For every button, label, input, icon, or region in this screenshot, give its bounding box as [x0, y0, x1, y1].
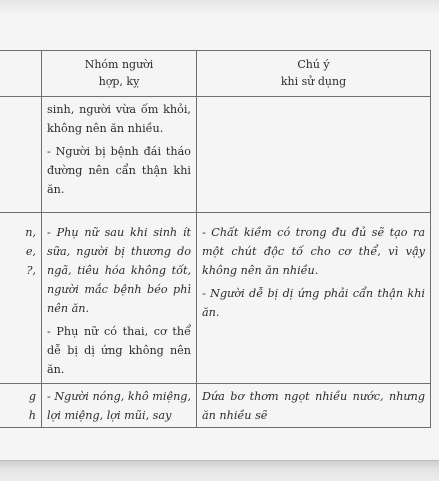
row1-group-text-1: sinh, người vừa ốm khỏi, không nên ăn nhiều. [47, 103, 191, 135]
row2-note-text-1: - Chất kiềm có trong đu đủ sẽ tạo ra một chút độc tố cho cơ thể, vì vậy không nên ăn nhiều. [202, 226, 425, 277]
row2-left-cell [0, 213, 42, 384]
row2-left-frag-1: n, [25, 226, 36, 239]
row3-group-text-1: - Người nóng, khô miệng, lợi miệng, lợi mũi, say [47, 390, 191, 422]
header-group-line-1: Nhóm người [84, 58, 154, 71]
table-header-row [0, 51, 431, 97]
row2-group-cell [42, 213, 197, 384]
row3-note-cell [197, 384, 431, 428]
row2-left-frag-2: e, [25, 245, 36, 258]
row3-left-frag-1: g [28, 390, 36, 403]
header-usage-note [197, 51, 431, 97]
scan-bottom-edge [0, 460, 439, 481]
table-row [0, 384, 431, 428]
header-group-line-2: hợp, kỵ [98, 75, 140, 88]
row1-group-text-2: - Người bị bệnh đái tháo đường nên cẩn thận khi ăn. [47, 145, 191, 196]
table-row [0, 213, 431, 384]
header-note-line-2: khi sử dụng [280, 75, 347, 88]
row3-note-text-1: Dứa bơ thơm ngọt nhiều nước, nhưng ăn nhiều sẽ [202, 390, 425, 422]
row3-left-frag-2: h [28, 409, 36, 422]
row1-group-cell [42, 97, 197, 213]
row1-left-cell [0, 97, 42, 213]
document-page [0, 14, 439, 460]
row3-left-cell [0, 384, 42, 428]
header-suitable-group [42, 51, 197, 97]
header-cell-cut [0, 51, 42, 97]
header-note-line-1: Chú ý [297, 58, 330, 71]
row2-group-text-1: - Phụ nữ sau khi sinh ít sữa, người bị thương do ngã, tiêu hóa không tốt, người mắc bệnh béo phì nên ăn. [47, 226, 191, 315]
table-row [0, 97, 431, 213]
row2-left-frag-3: ?, [26, 264, 36, 277]
row3-group-cell [42, 384, 197, 428]
row1-note-cell [197, 97, 431, 213]
row2-group-text-2: - Phụ nữ có thai, cơ thể dễ bị dị ứng không nên ăn. [47, 325, 191, 376]
row2-note-text-2: - Người dễ bị dị ứng phải cẩn thận khi ăn. [202, 287, 425, 319]
row2-note-cell [197, 213, 431, 384]
food-usage-table [0, 50, 431, 428]
